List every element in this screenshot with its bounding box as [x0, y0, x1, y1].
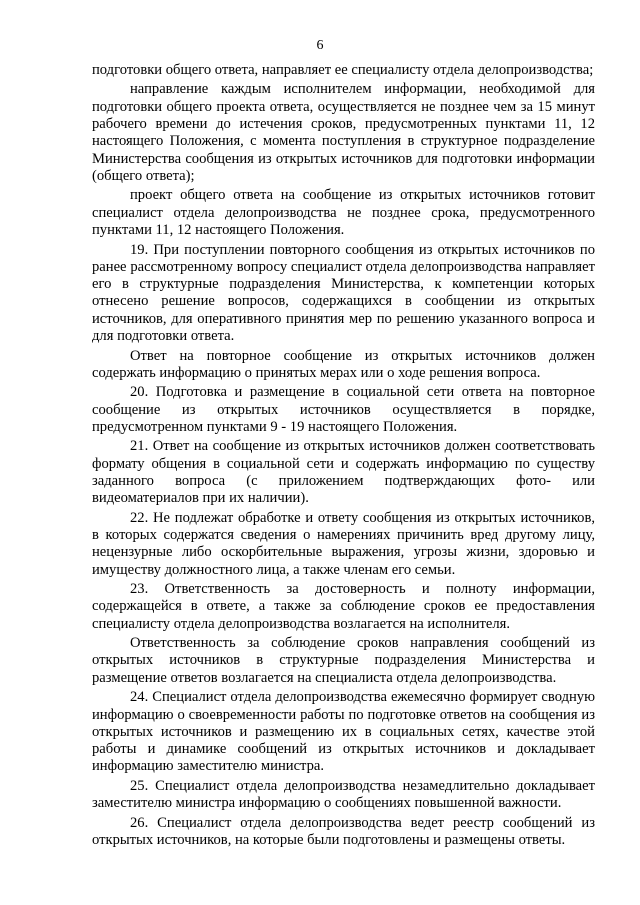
paragraph: 19. При поступлении повторного сообщения из открытых источников по ранее рассмотренному вопросу специалист отдела делопроизводства направляет его в структурные подразделения Министерства, к компетенции которых отнесено решение вопросов, содержащихся в сообщении из открытых источников, для оперативного принятия мер по решению указанного вопроса и для подготовки ответа. [92, 241, 595, 345]
paragraph: Ответ на повторное сообщение из открытых источников должен содержать информацию о принятых мерах или о ходе решения вопроса. [92, 347, 595, 381]
paragraph: 22. Не подлежат обработке и ответу сообщения из открытых источников, в которых содержатся сведения о намерениях причинить вред другому лицу, нецензурные либо оскорбительные выражения, угрозы жизни, здоровью и имуществу должностного лица, а также членам его семьи. [92, 509, 595, 578]
paragraph: 26. Специалист отдела делопроизводства ведет реестр сообщений из открытых источников, на которые были подготовлены и размещены ответы. [92, 814, 595, 849]
page-number: 6 [316, 38, 324, 53]
paragraph: 24. Специалист отдела делопроизводства ежемесячно формирует сводную информацию о своевременности работы по подготовке ответов на сообщения из открытых источников и размещению их в социальных сетях, качестве этой работы и динамике сообщений из открытых источников и докладывает информацию заместителю министра. [92, 689, 595, 775]
paragraph: 21. Ответ на сообщение из открытых источников должен соответствовать формату общения в социальной сети и содержать информацию по существу заданного вопроса (с приложением подтверждающих фото- или видеоматериалов при их наличии). [92, 438, 595, 507]
paragraph: 20. Подготовка и размещение в социальной сети ответа на повторное сообщение из открытых источников осуществляется в порядке, предусмотренном пунктами 9 - 19 настоящего Положения. [92, 384, 595, 435]
document-body [92, 62, 595, 852]
paragraph: подготовки общего ответа, направляет ее специалисту отдела делопроизводства; [92, 62, 594, 78]
paragraph: направление каждым исполнителем информации, необходимой для подготовки общего проекта ответа, осуществляется не позднее чем за 15 минут рабочего времени до истечения сроков, предусмотренных пунктами 11, 12 настоящего Положения, с момента поступления в структурное подразделение Министерства сообщения из открытых источников для подготовки информации (общего ответа); [92, 81, 595, 184]
paragraph: 25. Специалист отдела делопроизводства незамедлительно докладывает заместителю министра информацию о сообщениях повышенной важности. [92, 777, 595, 812]
paragraph: 23. Ответственность за достоверность и полноту информации, содержащейся в ответе, а также за соблюдение сроков ее предоставления специалисту отдела делопроизводства возлагается на исполнителя. [92, 581, 595, 632]
paragraph: Ответственность за соблюдение сроков направления сообщений из открытых источников в структурные подразделения Министерства и размещение ответов возлагается на специалиста отдела делопроизводства. [92, 635, 595, 686]
paragraph: проект общего ответа на сообщение из открытых источников готовит специалист отдела делопроизводства не позднее срока, предусмотренного пунктами 11, 12 настоящего Положения. [92, 187, 595, 239]
